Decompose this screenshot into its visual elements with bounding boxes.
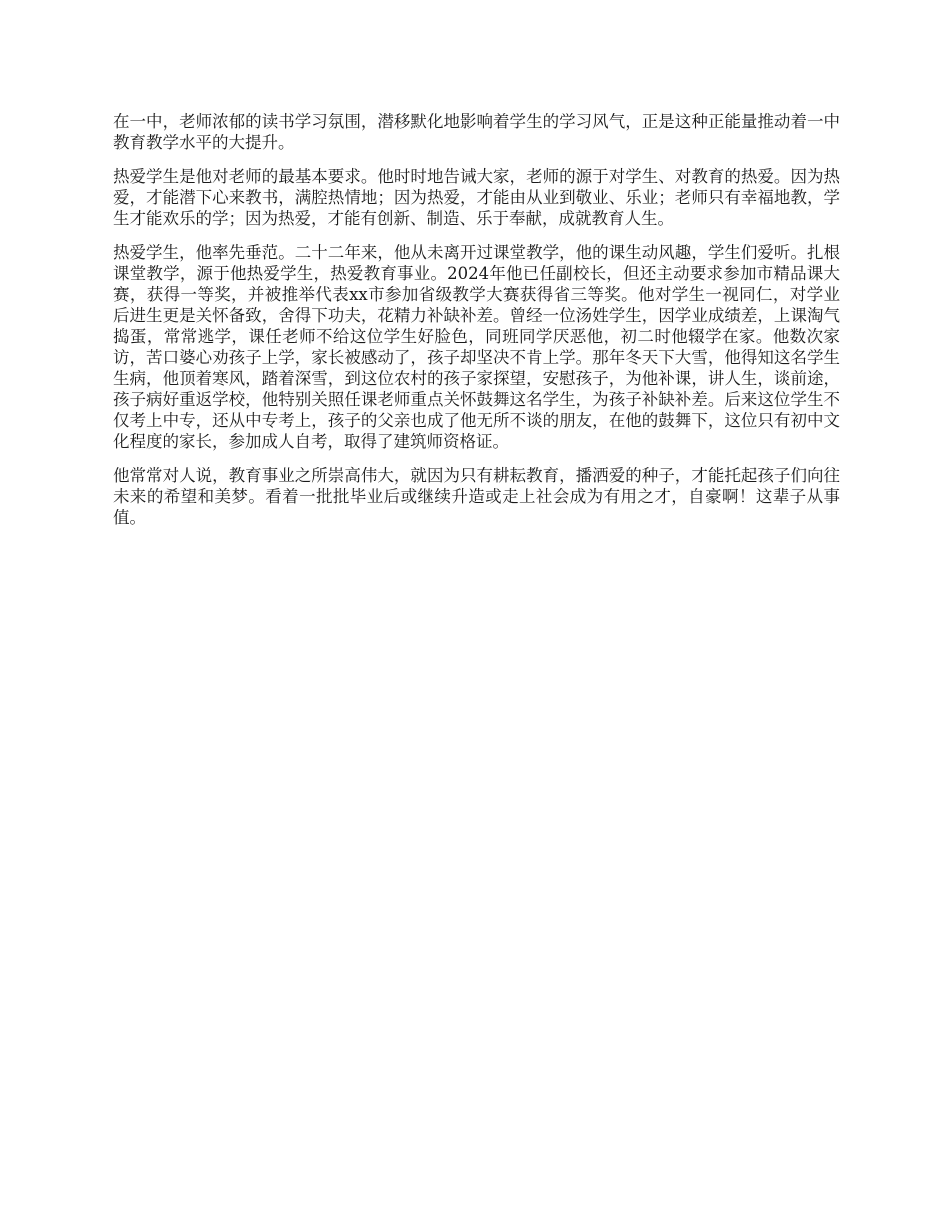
document-body xyxy=(113,111,840,541)
paragraph-1: 在一中，老师浓郁的读书学习氛围，潜移默化地影响着学生的学习风气，正是这种正能量推动着一中教育教学水平的大提升。 xyxy=(113,112,840,152)
paragraph-2: 热爱学生是他对老师的最基本要求。他时时地告诫大家，老师的源于对学生、对教育的热爱。因为热爱，才能潜下心来教书，满腔热情地；因为热爱，才能由从业到敬业、乐业；老师只有幸福地教，学生才能欢乐的学；因为热爱，才能有创新、制造、乐于奉献，成就教育人生。 xyxy=(113,167,840,228)
paragraph-4: 他常常对人说，教育事业之所崇高伟大，就因为只有耕耘教育，播洒爱的种子，才能托起孩子们向往未来的希望和美梦。看着一批批毕业后或继续升造或走上社会成为有用之才，自豪啊！这辈子从事值。 xyxy=(113,466,840,527)
paragraph-3: 热爱学生，他率先垂范。二十二年来，他从未离开过课堂教学，他的课生动风趣，学生们爱听。扎根课堂教学，源于他热爱学生，热爱教育事业。2024年他已任副校长，但还主动要求参加市精品课大赛，获得一等奖，并被推举代表xx市参加省级教学大赛获得省三等奖。他对学生一视同仁，对学业后进生更是关怀备致，舍得下功夫，花精力补缺补差。曾经一位汤姓学生，因学业成绩差，上课淘气捣蛋，常常逃学，课任老师不给这位学生好脸色，同班同学厌恶他，初二时他辍学在家。他数次家访，苦口婆心劝孩子上学，家长被感动了，孩子却坚决不肯上学。那年冬天下大雪，他得知这名学生生病，他顶着寒风，踏着深雪，到这位农村的孩子家探望，安慰孩子，为他补课，讲人生，谈前途，孩子病好重返学校，他特别关照任课老师重点关怀鼓舞这名学生，为孩子补缺补差。后来这位学生不仅考上中专，还从中专考上，孩子的父亲也成了他无所不谈的朋友，在他的鼓舞下，这位只有初中文化程度的家长，参加成人自考，取得了建筑师资格证。 xyxy=(113,243,840,451)
